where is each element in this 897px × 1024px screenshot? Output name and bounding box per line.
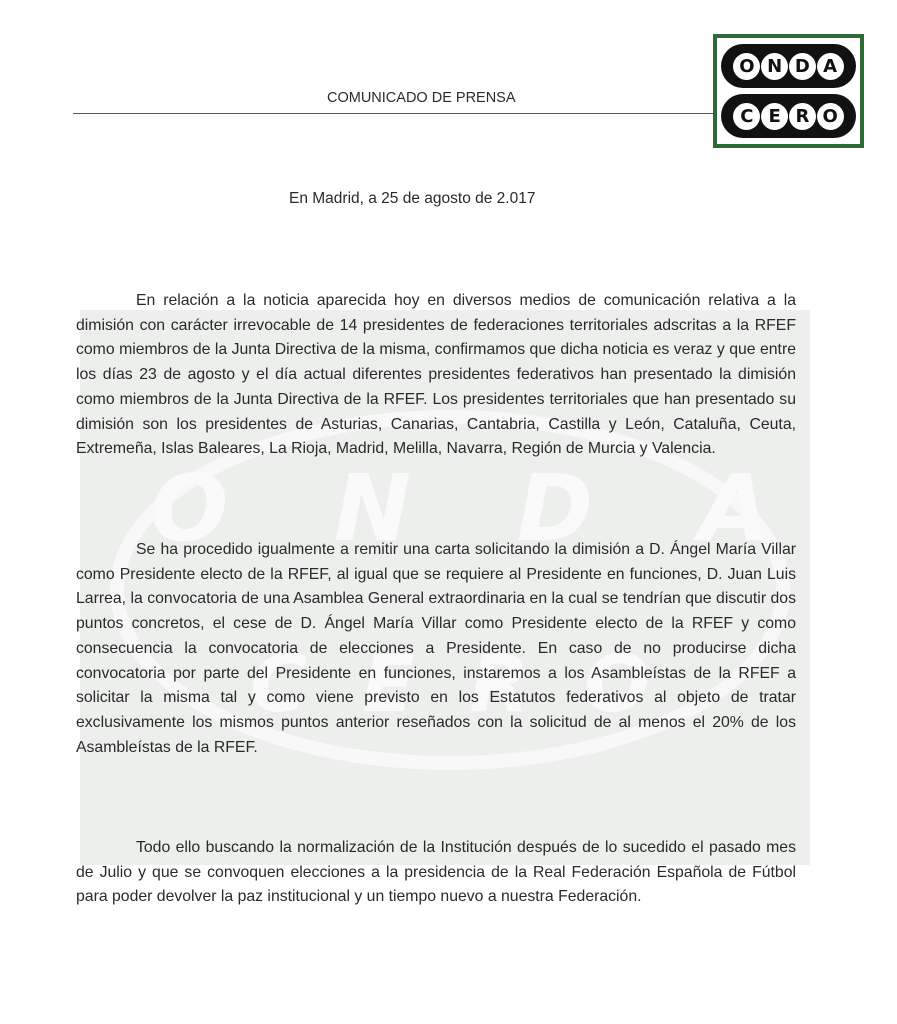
logo-letter: D — [789, 53, 816, 80]
logo-letter: O — [733, 53, 760, 80]
dateline: En Madrid, a 25 de agosto de 2.017 — [289, 190, 536, 207]
logo-letter: A — [817, 53, 844, 80]
logo-letter: R — [789, 103, 816, 130]
watermark-logo-top: O N D A — [150, 455, 770, 562]
paragraph: Se ha procedido igualmente a remitir una carta solicitando la dimisión a D. Ángel María Villar como Presidente electo de la RFEF, al igual que se requiere al Presidente en funciones, D. Juan Luis Larrea, la convocatoria de una Asamblea General extraordinaria en la cual se tendrían que discutir dos puntos concretos, el cese de D. Ángel María Villar como Presidente electo de la RFEF y como consecuencia la convocatoria de elecciones a Presidente. En caso de no producirse dicha convocatoria por parte del Presidente en funciones, instaremos a los Asambleístas de la RFEF a solicitar la misma tal y como viene previsto en los Estatutos federativos al objeto de tratar exclusivamente los mismos puntos anterior reseñados con la solicitud de al menos el 20% de los Asambleístas de la RFEF. — [76, 541, 796, 756]
logo-letter: O — [817, 103, 844, 130]
paragraph-1-block — [76, 289, 796, 462]
paragraph: En relación a la noticia aparecida hoy en diversos medios de comunicación relativa a la dimisión con carácter irrevocable de 14 presidentes de federaciones territoriales adscritas a la RFEF como miembros de la Junta Directiva de la misma, confirmamos que dicha noticia es veraz y que entre los días 23 de agosto y el día actual diferentes presidentes federativos han presentado la dimisión como miembros de la Junta Directiva de la RFEF. Los presidentes territoriales que han presentado su dimisión son los presidentes de Asturias, Canarias, Cantabria, Castilla y León, Cataluña, Ceuta, Extremeña, Islas Baleares, La Rioja, Madrid, Melilla, Navarra, Región de Murcia y Valencia. — [76, 292, 796, 458]
onda-cero-logo — [713, 34, 864, 148]
watermark-logo-bottom: C E R O — [250, 640, 650, 730]
logo-letter: N — [761, 53, 788, 80]
paragraph-3-block — [76, 836, 796, 910]
paragraph-2-block — [76, 538, 796, 760]
logo-letter: C — [733, 103, 760, 130]
logo-band-cero — [721, 94, 856, 138]
logo-band-onda — [721, 44, 856, 88]
logo-letter: E — [761, 103, 788, 130]
document-title: COMUNICADO DE PRENSA — [327, 90, 516, 106]
paragraph: Todo ello buscando la normalización de la Institución después de lo sucedido el pasado mes de Julio y que se convoquen elecciones a la presidencia de la Real Federación Española de Fútbol para poder devolver la paz institucional y un tiempo nuevo a nuestra Federación. — [76, 839, 796, 906]
header-divider — [73, 113, 718, 114]
